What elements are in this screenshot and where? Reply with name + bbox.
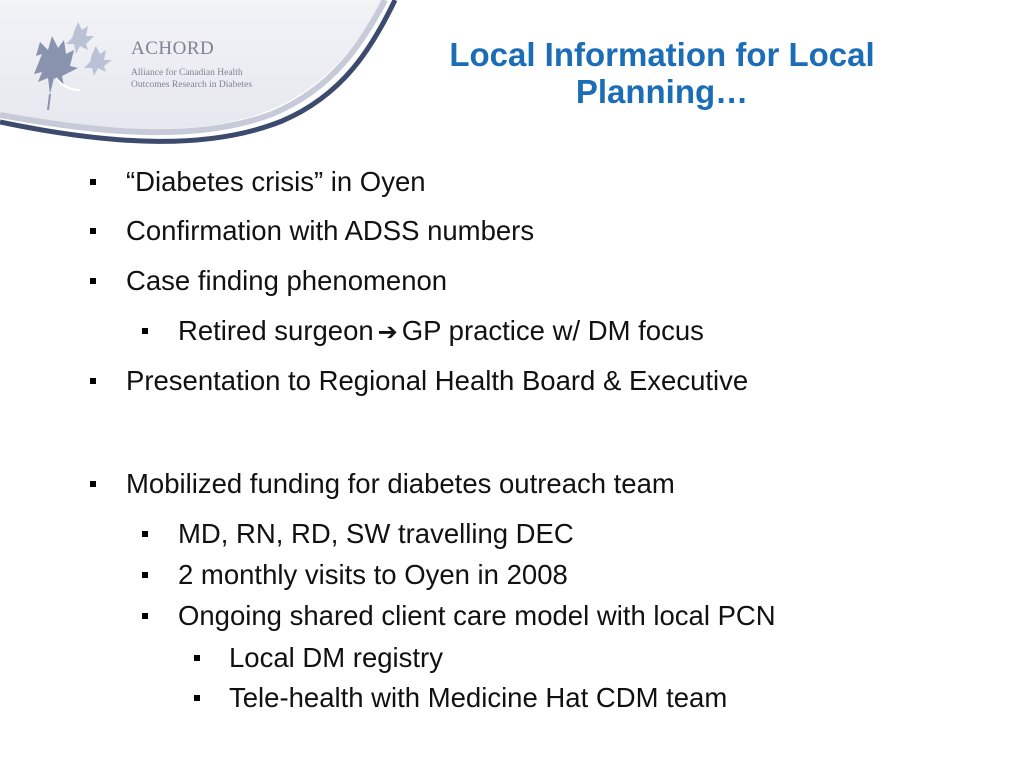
bullet-square-icon bbox=[90, 228, 96, 234]
bullet-text: Presentation to Regional Health Board & Executive bbox=[126, 365, 749, 396]
bullet-text: Confirmation with ADSS numbers bbox=[126, 215, 535, 246]
bullet-text: Tele-health with Medicine Hat CDM team bbox=[229, 682, 728, 713]
slide-title-line-1: Local Information for Local bbox=[449, 36, 875, 73]
bullet-square-icon bbox=[142, 328, 148, 334]
bullet-text: Case finding phenomenon bbox=[126, 265, 448, 296]
right-arrow-icon: ➔ bbox=[377, 318, 398, 346]
bullet-square-icon bbox=[142, 572, 148, 578]
bullet-text: Mobilized funding for diabetes outreach team bbox=[126, 468, 675, 499]
bullet-square-icon bbox=[90, 481, 96, 487]
bullet-text: Local DM registry bbox=[229, 642, 443, 673]
slide-title-line-2: Planning… bbox=[575, 73, 749, 110]
bullet-text: MD, RN, RD, SW travelling DEC bbox=[178, 518, 574, 549]
logo-tagline: Alliance for Canadian Health Outcomes Research in Diabetes bbox=[131, 68, 253, 90]
bullet-square-icon bbox=[194, 695, 200, 701]
bullet-square-icon bbox=[90, 179, 96, 185]
bullet-square-icon bbox=[194, 655, 200, 661]
bullet-text: 2 monthly visits to Oyen in 2008 bbox=[178, 559, 568, 590]
slide-title bbox=[382, 36, 942, 110]
bullet-square-icon bbox=[90, 378, 96, 384]
logo-wordmark bbox=[131, 38, 281, 91]
bullet-text bbox=[178, 313, 704, 350]
logo-name: ACHORD bbox=[131, 38, 215, 59]
bullet-square-icon bbox=[142, 531, 148, 537]
bullet-text-before-arrow: Retired surgeon bbox=[178, 315, 374, 346]
bullet-text: “Diabetes crisis” in Oyen bbox=[126, 166, 426, 197]
bullet-square-icon bbox=[90, 278, 96, 284]
bullet-text-after-arrow: GP practice w/ DM focus bbox=[401, 315, 704, 346]
maple-leaf-logo-icon bbox=[14, 14, 124, 114]
bullet-text: Ongoing shared client care model with local PCN bbox=[178, 600, 776, 631]
bullet-square-icon bbox=[142, 613, 148, 619]
